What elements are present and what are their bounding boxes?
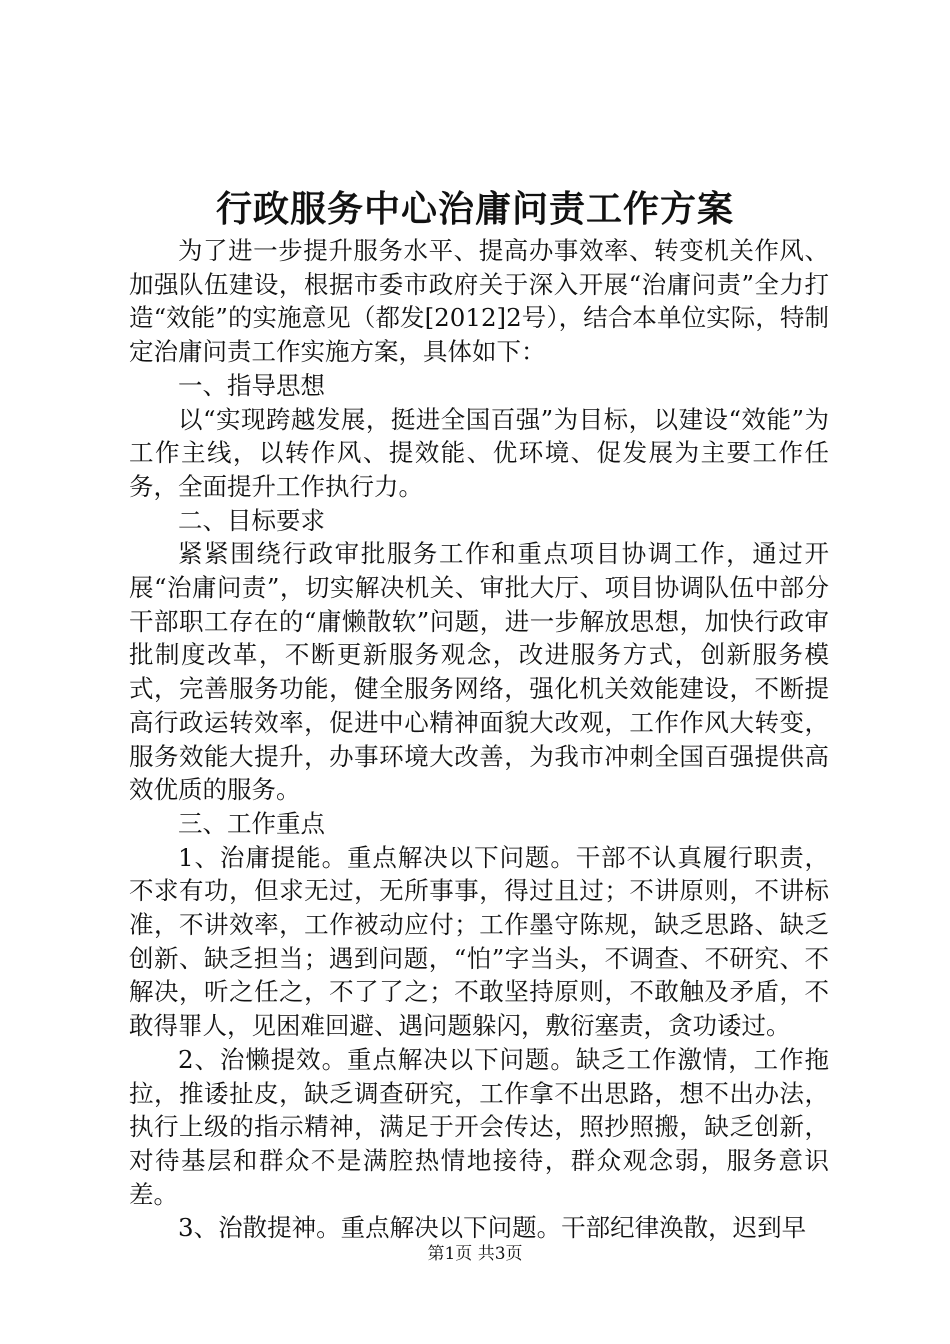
guiding-thought-paragraph: 以“实现跨越发展，挺进全国百强”为目标，以建设“效能”为工作主线，以转作风、提效能、优环境、促发展为主要工作任务，全面提升工作执行力。 — [129, 404, 829, 501]
key-work-item-2: 2、治懒提效。重点解决以下问题。缺乏工作激情，工作拖拉，推诿扯皮，缺乏调查研究，工作拿不出思路，想不出办法，执行上级的指示精神，满足于开会传达，照抄照搬，缺乏创新，对待基层和群众不是满腔热情地接待，群众观念弱，服务意识差。 — [129, 1044, 829, 1209]
section-heading-goals: 二、目标要求 — [178, 505, 325, 535]
key-work-item-3: 3、治散提神。重点解决以下问题。干部纪律涣散，迟到早 — [178, 1213, 807, 1243]
goals-paragraph: 紧紧围绕行政审批服务工作和重点项目协调工作，通过开展“治庸问责”，切实解决机关、审批大厅、项目协调队伍中部分干部职工存在的“庸懒散软”问题，进一步解放思想，加快行政审批制度改革，不断更新服务观念，改进服务方式，创新服务模式，完善服务功能，健全服务网络，强化机关效能建设，不断提高行政运转效率，促进中心精神面貌大改观，工作作风大转变，服务效能大提升，办事环境大改善，为我市冲刺全国百强提供高效优质的服务。 — [129, 539, 829, 805]
intro-paragraph: 为了进一步提升服务水平、提高办事效率、转变机关作风、加强队伍建设，根据市委市政府关于深入开展“治庸问责”全力打造“效能”的实施意见（都发[2012]2号），结合本单位实际，特制定治庸问责工作实施方案，具体如下： — [129, 236, 829, 367]
section-heading-key-work: 三、工作重点 — [178, 808, 325, 838]
section-heading-guiding-thought: 一、指导思想 — [178, 370, 325, 400]
page-number-footer: 第1页 共3页 — [427, 1244, 523, 1264]
document-body — [129, 234, 829, 1245]
key-work-item-1: 1、治庸提能。重点解决以下问题。干部不认真履行职责，不求有功，但求无过，无所事事，得过且过；不讲原则，不讲标准，不讲效率，工作被动应付；工作墨守陈规，缺乏思路、缺乏创新、缺乏担当；遇到问题，“怕”字当头，不调查、不研究、不解决，听之任之，不了了之；不敢坚持原则，不敢触及矛盾，不敢得罪人，见困难回避、遇问题躲闪，敷衍塞责，贪功诿过。 — [129, 842, 829, 1041]
document-title: 行政服务中心治庸问责工作方案 — [215, 188, 734, 230]
